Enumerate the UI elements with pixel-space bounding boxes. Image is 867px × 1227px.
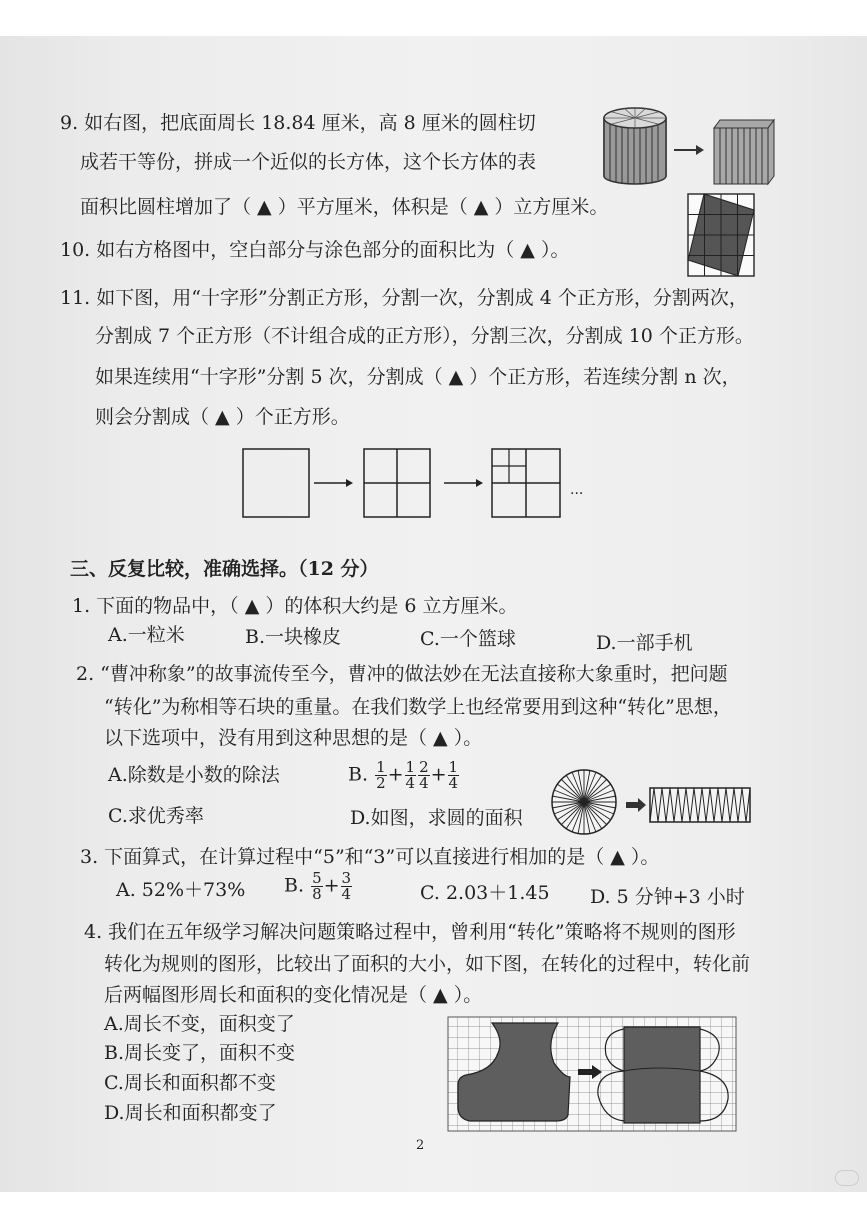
mc3-stem: 3. 下面算式，在计算过程中“5”和“3”可以直接进行相加的是（ ▲ ）。	[80, 846, 660, 868]
mc2-line2: “转化”为称相等石块的重量。在我们数学上也经常要用到这种“转化”思想，	[104, 696, 732, 718]
mc4-option-b: B.周长变了，面积不变	[104, 1042, 296, 1064]
mc2-line1: 2. “曹冲称象”的故事流传至今，曹冲的做法妙在无法直接称大象重时，把问题	[76, 663, 728, 685]
mc1-option-c: C.一个篮球	[420, 628, 516, 650]
bottom-margin	[0, 1192, 867, 1227]
q10-line1: 10. 如右方格图中，空白部分与涂色部分的面积比为（ ▲ ）。	[60, 239, 570, 261]
cross-split-squares-figure	[240, 446, 570, 522]
q11-ellipsis: ...	[570, 482, 584, 498]
circle-to-rectangle-figure	[550, 768, 755, 836]
fraction: $\frac{5}{8}$	[312, 869, 322, 903]
mc3-option-c: C. 2.03＋1.45	[420, 882, 550, 904]
top-margin	[0, 0, 867, 36]
shape-transformation-grid-figure	[446, 1015, 738, 1133]
mc1-stem: 1. 下面的物品中，（ ▲ ）的体积大约是 6 立方厘米。	[72, 595, 518, 617]
fraction: $\frac{1}{4}$	[448, 758, 459, 792]
q11-line2: 分割成 7 个正方形（不计组合成的正方形），分割三次，分割成 10 个正方形。	[95, 325, 754, 347]
mc4-line2: 转化为规则的图形，比较出了面积的大小，如下图，在转化的过程中，转化前	[104, 953, 751, 975]
mc4-option-d: D.周长和面积都变了	[104, 1102, 277, 1124]
grid-square-figure	[686, 192, 756, 278]
fraction: $\frac{3}{4}$	[341, 869, 352, 903]
corner-watermark-icon	[835, 1170, 859, 1186]
mc3-option-b-prefix: B.	[284, 874, 305, 897]
q9-line2: 成若干等份，拼成一个近似的长方体，这个长方体的表	[80, 151, 537, 173]
mc2-line3: 以下选项中，没有用到这种思想的是（ ▲ ）。	[104, 727, 483, 749]
mc1-option-b: B.一块橡皮	[245, 626, 342, 648]
q9-line1: 9. 如右图，把底面周长 18.84 厘米，高 8 厘米的圆柱切	[60, 112, 536, 134]
mc2-option-c: C.求优秀率	[108, 805, 204, 827]
mc4-option-a: A.周长不变，面积变了	[104, 1013, 295, 1035]
mc3-option-b	[284, 871, 353, 902]
cylinder-to-cuboid-figure	[598, 104, 778, 190]
section3-title: 三、反复比较，准确选择。（12 分）	[70, 558, 379, 580]
fraction: $\frac{2}{4}$	[419, 758, 429, 792]
mc4-line1: 4. 我们在五年级学习解决问题策略过程中，曾利用“转化”策略将不规则的图形	[84, 921, 736, 943]
q9-line3: 面积比圆柱增加了（ ▲ ）平方厘米，体积是（ ▲ ）立方厘米。	[80, 196, 609, 218]
plus-sign: +	[323, 874, 340, 897]
q11-line1: 11. 如下图，用“十字形”分割正方形，分割一次，分割成 4 个正方形，分割两次，	[60, 287, 748, 309]
mc3-option-a: A. 52%＋73%	[116, 879, 246, 901]
mc2-option-b	[348, 760, 460, 791]
q11-line4: 则会分割成（ ▲ ）个正方形。	[95, 406, 350, 428]
fraction: $\frac{1}{4}$	[405, 758, 416, 792]
mc4-option-c: C.周长和面积都不变	[104, 1072, 276, 1094]
mc3-option-d: D. 5 分钟+3 小时	[590, 886, 745, 908]
q11-line3: 如果连续用“十字形”分割 5 次，分割成（ ▲ ）个正方形，若连续分割 n 次，	[95, 366, 741, 388]
mc1-option-a: A.一粒米	[108, 624, 185, 646]
mc2-option-d: D.如图，求圆的面积	[350, 807, 523, 829]
mc4-line3: 后两幅图形周长和面积的变化情况是（ ▲ ）。	[104, 984, 483, 1006]
mc2-option-b-prefix: B.	[348, 763, 369, 786]
mc2-option-a: A.除数是小数的除法	[108, 764, 280, 786]
fraction: $\frac{1}{2}$	[376, 758, 386, 792]
plus-sign: +	[387, 763, 404, 786]
plus-sign: +	[430, 763, 447, 786]
mc1-option-d: D.一部手机	[596, 632, 693, 654]
page-number: 2	[416, 1138, 425, 1153]
